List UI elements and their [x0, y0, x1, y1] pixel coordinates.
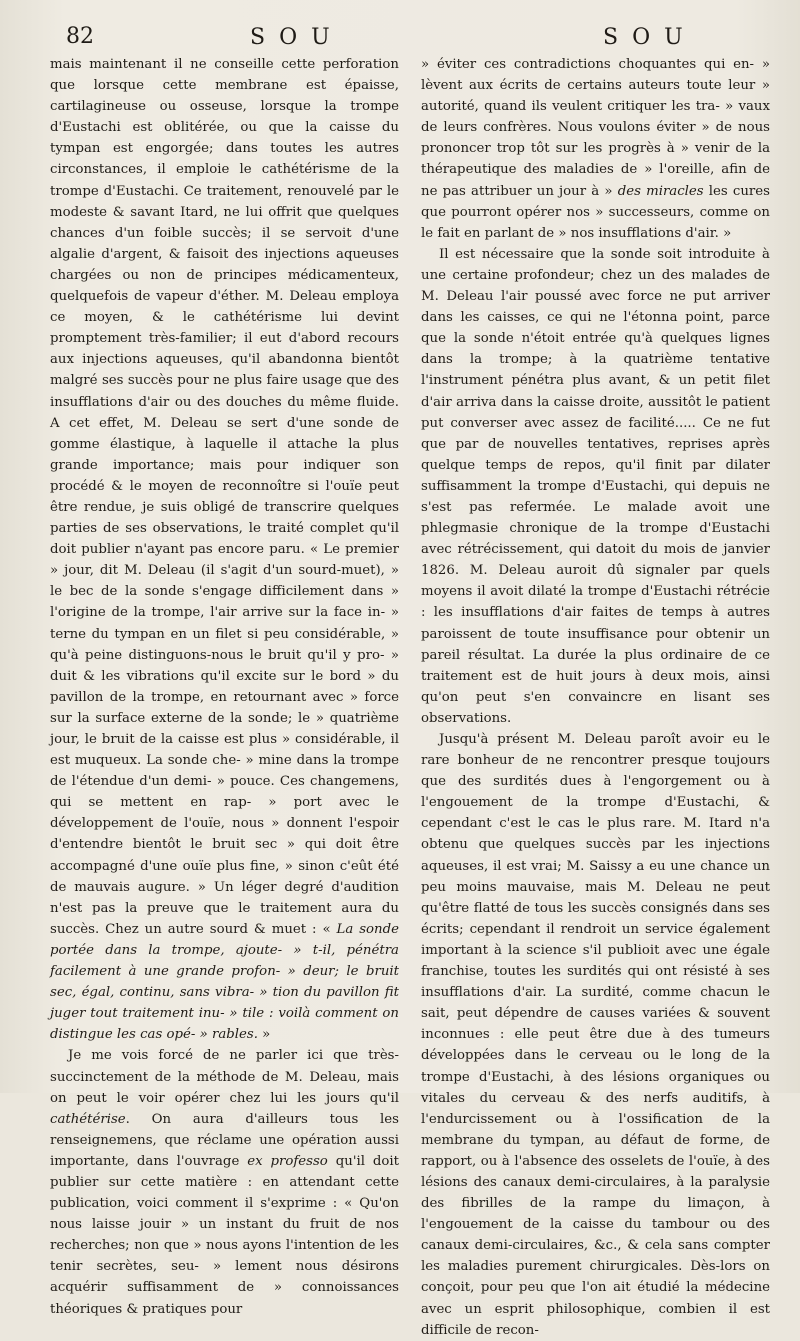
paragraph — [50, 54, 399, 1045]
italic-term: cathétérise — [50, 1111, 126, 1127]
paragraph-text: Je me vois forcé de ne parler ici que très-succinctement de la méthode de M. Deleau, mais on peut le voir opérer chez lui les jours qu'il — [50, 1048, 399, 1106]
page-number: 82 — [66, 24, 94, 49]
running-head-right: SOU — [603, 25, 697, 50]
paragraph-text: qu'il doit publier sur cette matière : en attendant cette publication, voici comment il s'exprime : « Qu'on nous laisse jouir » un instant du fruit de nos recherches; non que » nous ayons l'intention de les tenir secrètes, seu- » lement nous désirons acquérir suffisamment de » connoissances théoriques & pratiques pour — [50, 1153, 399, 1317]
text-columns — [50, 54, 770, 1341]
paragraph-text: les cures que pourront opérer nos » successeurs, comme on le fait en parlant de » nos insufflations d'air. » — [421, 183, 770, 241]
paragraph — [421, 54, 770, 244]
page-header — [50, 22, 770, 52]
left-column — [50, 54, 399, 1341]
paragraph-text: . On aura d'ailleurs tous les renseignemens, que réclame une opération aussi importante, dans l'ouvrage — [50, 1111, 399, 1169]
paragraph-text: mais maintenant il ne conseille cette perforation que lorsque cette membrane est épaisse, cartilagineuse ou osseuse, lorsque la trompe d'Eustachi est oblitérée, ou que la caisse du tympan est engorgée; dans toutes les autres circonstances, il emploie le cathétérisme de la trompe d'Eustachi. Ce traitement, renouvelé par le modeste & savant Itard, ne lui offrit que quelques chances d'un foible succès; il se servoit d'une algalie d'argent, & faisoit des injections aqueuses chargées ou non de principes médicamenteux, quelquefois de vapeur d'éther. M. Deleau employa ce moyen, & le cathétérisme lui devint promptement très-familier; il eut d'abord recours aux injections aqueuses, qu'il abandonna bientôt malgré ses succès pour ne plus faire usage que des insufflations d'air ou des douches du même fluide. A cet effet, M. Deleau se sert d'une sonde de gomme élastique, à laquelle il attache la plus grande importance; mais pour indiquer son procédé & le moyen de reconnoître si l'ouïe peut être rendue, je suis obligé de transcrire quelques parties de ses observations, le traité complet qu'il doit publier n'ayant pas encore paru. « Le premier » jour, dit M. Deleau (il s'agit d'un sourd-muet), » le bec de la sonde s'engage difficilement dans » l'origine de la trompe, l'air arrive sur la face in- » terne du tympan en un filet si peu considérable, » qu'à peine distinguons-nous le bruit qu'il y pro- » duit & les vibrations qu'il excite sur le bord » du pavillon de la trompe, en retournant avec » force sur la surface externe de la sonde; le » quatrième jour, le bruit de la caisse est plus » considérable, il est muqueux. La sonde che- » mine dans la trompe de l'étendue d'un demi- » pouce. Ces changemens, qui se mettent en rap- » port avec le développement de l'ouïe, nous » donnent l'espoir d'entendre bientôt le bruit sec » qui doit être accompagné d'une ouïe plus fine, » sinon c'eût été de mauvais augure. » Un léger degré d'audition n'est pas la preuve que le traitement aura du succès. Chez un autre sourd & muet : « — [50, 57, 399, 937]
italic-term: des miracles — [617, 183, 704, 199]
italic-term: ex professo — [247, 1153, 328, 1169]
paragraph: Il est nécessaire que la sonde soit introduite à une certaine profondeur; chez un des malades de M. Deleau l'air poussé avec force ne put arriver dans les caisses, ce qui ne l'étonna point, parce que la sonde n'étoit entrée qu'à quelques lignes dans la trompe; à la quatrième tentative l'instrument pénétra plus avant, & un petit filet d'air arriva dans la caisse droite, aussitôt le patient put converser avec assez de facilité..... Ce ne fut que par de nouvelles tentatives, reprises après quelque temps de repos, qu'il finit par dilater suffisamment la trompe d'Eustachi, qui depuis ne s'est pas refermée. Le malade avoit une phlegmasie chronique de la trompe d'Eustachi avec rétrécissement, qui datoit du mois de janvier 1826. M. Deleau auroit dû signaler par quels moyens il avoit dilaté la trompe d'Eustachi rétrécie : les insufflations d'air faites de temps à autres paroissent de toute insuffisance pour obtenir un pareil résultat. La durée la plus ordinaire de ce traitement est de huit jours à deux mois, ainsi qu'on peut s'en convaincre en lisant ses observations. — [421, 246, 770, 726]
italic-quote: La sonde portée dans la trompe, ajoute- » t-il, pénétra facilement à une grande profon- » deur; le bruit sec, égal, continu, sans vibra- » tion du pavillon fit juger tout traitement inu- » tile : voilà comment on distingue les cas opé- » rables. — [50, 921, 399, 1043]
running-head-left: SOU — [250, 25, 344, 50]
right-column — [421, 54, 770, 1341]
paragraph: Jusqu'à présent M. Deleau paroît avoir eu le rare bonheur de ne rencontrer presque toujours que des surdités dues à l'engorgement ou à l'engouement de la trompe d'Eustachi, & cependant c'est le cas le plus rare. M. Itard n'a obtenu que quelques succès par les injections aqueuses, il est vrai; M. Saissy a eu une chance un peu moins mauvaise, mais M. Deleau ne peut qu'être flatté de tous les succès consignés dans ses écrits; cependant il rendroit un service également important à la science s'il publioit avec une égale franchise, toutes les surdités qui ont résisté à ses insufflations d'air. La surdité, comme chacun le sait, peut dépendre de causes variées & souvent inconnues : elle peut être due à des tumeurs développées dans le cerveau ou le long de la trompe d'Eustachi, à des lésions organiques ou vitales du cerveau & des nerfs auditifs, à l'endurcissement ou à l'ossification de la membrane du tympan, au défaut de forme, de rapport, ou à l'absence des osselets de l'ouïe, à des lésions des canaux demi-circulaires, à la paralysie des fibrilles de la rampe du limaçon, à l'engouement de la caisse du tambour ou des canaux demi-circulaires, &c., & cela sans compter les maladies purement chirurgicales. Dès-lors on conçoit, pour peu que l'on ait étudié la médecine avec un esprit philosophique, combien il est difficile de recon- — [421, 732, 770, 1338]
paragraph — [50, 1045, 399, 1319]
quote-close: » — [257, 1027, 271, 1043]
paragraph-text: » éviter ces contradictions choquantes qui en- » lèvent aux écrits de certains auteurs toute leur » autorité, quand ils veulent critiquer les tra- » vaux de leurs confrères. Nous voulons éviter » de nous prononcer trop tôt sur les progrès à » venir de la thérapeutique des maladies de » l'oreille, afin de ne pas attribuer un jour à » — [421, 57, 770, 199]
